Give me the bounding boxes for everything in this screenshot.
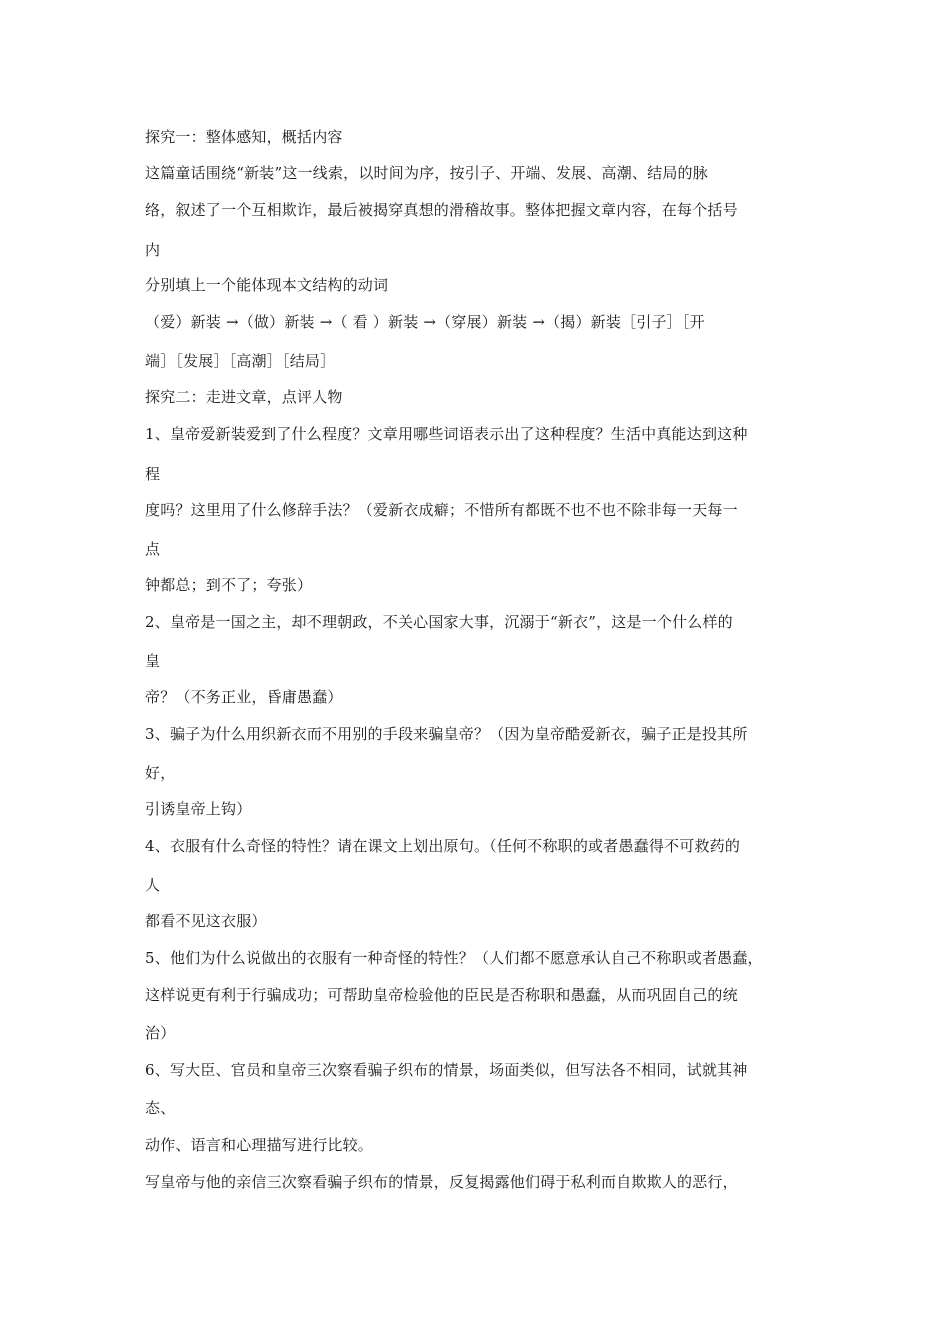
text-line: 帝？（不务正业，昏庸愚蠢）: [145, 688, 343, 706]
text-line: 这样说更有利于行骗成功；可帮助皇帝检验他的臣民是否称职和愚蠢，从而巩固自己的统: [145, 986, 738, 1004]
text-line: 6、写大臣、官员和皇帝三次察看骗子织布的情景，场面类似，但写法各不相同，试就其神: [145, 1061, 748, 1079]
text-line: 写皇帝与他的亲信三次察看骗子织布的情景，反复揭露他们碍于私利而自欺欺人的恶行，: [145, 1173, 738, 1191]
text-line: 分别填上一个能体现本文结构的动词: [145, 276, 389, 294]
text-line: 探究二：走进文章，点评人物: [145, 388, 343, 406]
text-line: 2、皇帝是一国之主，却不理朝政，不关心国家大事，沉溺于“新衣”，这是一个什么样的: [145, 613, 733, 631]
text-line: 探究一：整体感知，概括内容: [145, 128, 343, 146]
text-line: 5、他们为什么说做出的衣服有一种奇怪的特性？（人们都不愿意承认自己不称职或者愚蠢，: [145, 949, 763, 967]
text-line: 络，叙述了一个互相欺诈，最后被揭穿真想的滑稽故事。整体把握文章内容，在每个括号: [145, 201, 738, 219]
text-line: 1、皇帝爱新装爱到了什么程度？文章用哪些词语表示出了这种程度？生活中真能达到这种: [145, 425, 748, 443]
text-line: 动作、语言和心理描写进行比较。: [145, 1136, 374, 1154]
text-line: 治）: [145, 1024, 176, 1042]
text-line: 这篇童话围绕“新装”这一线索，以时间为序，按引子、开端、发展、高潮、结局的脉: [145, 164, 708, 182]
text-line: 内: [145, 241, 161, 259]
text-line: 点: [145, 540, 161, 558]
text-line: 态、: [145, 1099, 176, 1117]
text-line: 人: [145, 876, 161, 894]
text-line: 钟都总；到不了；夸张）: [145, 576, 313, 594]
text-line: 程: [145, 465, 161, 483]
text-line: 3、骗子为什么用织新衣而不用别的手段来骗皇帝？（因为皇帝酷爱新衣，骗子正是投其所: [145, 725, 748, 743]
text-line: 端］［发展］［高潮］［结局］: [145, 352, 336, 370]
text-line: （爱）新装 →（做）新装 →（ 看 ）新装 →（穿展）新装 →（揭）新装［引子］［开: [145, 313, 705, 331]
text-line: 皇: [145, 652, 161, 670]
text-line: 引诱皇帝上钩）: [145, 800, 252, 818]
text-line: 都看不见这衣服）: [145, 912, 267, 930]
text-line: 度吗？这里用了什么修辞手法？（爱新衣成癖；不惜所有都既不也不也不除非每一天每一: [145, 501, 738, 519]
text-line: 好，: [145, 764, 176, 782]
text-line: 4、衣服有什么奇怪的特性？请在课文上划出原句。（任何不称职的或者愚蠢得不可救药的: [145, 837, 741, 855]
